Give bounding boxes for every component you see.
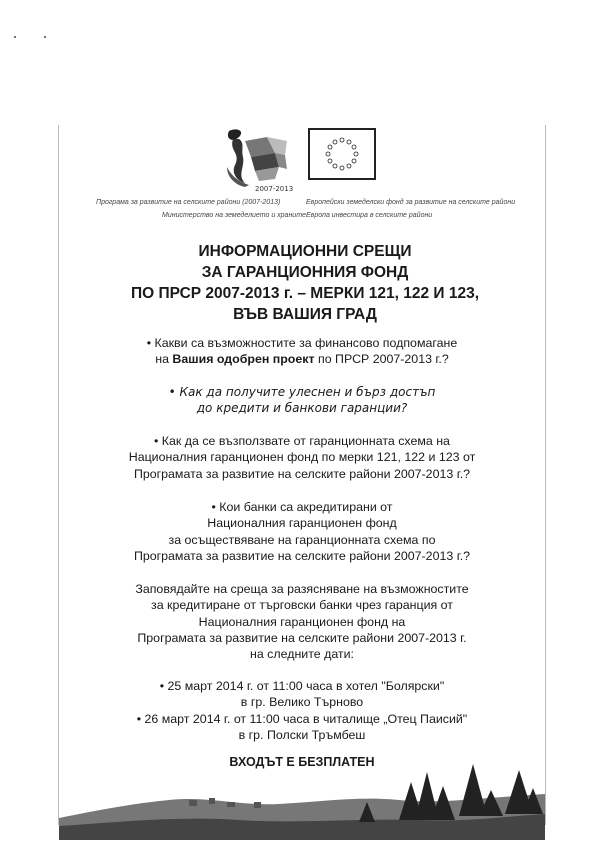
question-3-line-2: Националния гаранционен фонд по мерки 121, 122 и 123 от (128, 450, 476, 465)
scan-speck (44, 36, 46, 38)
rdp-logo-year: 2007-2013 (255, 185, 294, 193)
date-2-line-1: • 26 март 2014 г. от 11:00 часа в читалище „Отец Паисий" (136, 711, 468, 726)
eafrd-caption: Европейски земеделски фонд за развитие на селските райони (306, 199, 516, 206)
title-line-4: ВЪВ ВАШИЯ ГРАД (233, 306, 377, 323)
date-1-line-2: в гр. Велико Търново (240, 695, 364, 710)
question-4-line-2: Националния гаранционен фонд (207, 516, 397, 531)
question-1-line-2 (60, 351, 544, 367)
ministry-caption: Министерство на земеделието и храните (162, 212, 306, 219)
question-4 (60, 499, 544, 564)
invitation-line-4: Програмата за развитие на селските райони 2007-2013 г. (137, 630, 467, 645)
scan-speck (14, 36, 16, 38)
free-entry-notice: ВХОДЪТ Е БЕЗПЛАТЕН (229, 755, 375, 769)
landscape-illustration (59, 760, 545, 840)
question-1-suffix: по ПРСР 2007-2013 г.? (314, 352, 449, 367)
invitation-line-2: за кредитиране от търговски банки чрез гаранция от (151, 598, 453, 613)
question-2 (60, 384, 544, 417)
question-4-line-1: • Кои банки са акредитирани от (211, 500, 393, 514)
question-3 (60, 433, 544, 482)
eu-stars-icon (310, 130, 374, 178)
invitation-text (60, 581, 544, 662)
title-line-2: ЗА ГАРАНЦИОННИЯ ФОНД (201, 264, 409, 281)
question-1-prefix: на (155, 352, 173, 367)
title-line-3: ПО ПРСР 2007-2013 г. – МЕРКИ 121, 122 И 123, (130, 285, 480, 302)
question-3-line-1: • Как да се възползвате от гаранционната схема на (154, 434, 450, 448)
invitation-line-3: Националния гаранционен фонд на (198, 614, 406, 629)
eu-flag-logo (308, 128, 376, 180)
invitation-line-5: на следните дати: (250, 647, 354, 662)
invitation-line-1: Заповядайте на среща за разясняване на възможностите (135, 582, 469, 596)
question-4-line-3: за осъществяване на гаранционната схема по (168, 532, 436, 547)
eu-invests-caption: Европа инвестира в селските райони (306, 212, 433, 219)
question-1-bold-text: Вашия одобрен проект (172, 352, 315, 367)
title-line-1: ИНФОРМАЦИОННИ СРЕЩИ (198, 243, 412, 260)
page-title (70, 241, 540, 325)
meeting-dates (60, 678, 544, 743)
question-4-line-4: Програмата за развитие на селските райони 2007-2013 г.? (133, 548, 471, 563)
question-2-line-1: • Как да получите улеснен и бърз достъп (168, 385, 436, 399)
date-1-line-1: • 25 март 2014 г. от 11:00 часа в хотел "Болярски" (159, 679, 445, 693)
page-edge-right (545, 125, 546, 825)
question-3-line-3: Програмата за развитие на селските райони 2007-2013 г.? (133, 466, 471, 481)
question-2-line-2: до кредити и банкови гаранции? (196, 401, 408, 416)
rdp-caption: Програма за развитие на селските райони (2007-2013) (96, 199, 281, 206)
question-1-line-1: • Какви са възможностите за финансово подпомагане (146, 336, 458, 350)
rdp-logo (215, 127, 295, 193)
page-edge-left (58, 125, 59, 825)
question-1 (60, 335, 544, 368)
date-2-line-2: в гр. Полски Тръмбеш (238, 727, 366, 742)
